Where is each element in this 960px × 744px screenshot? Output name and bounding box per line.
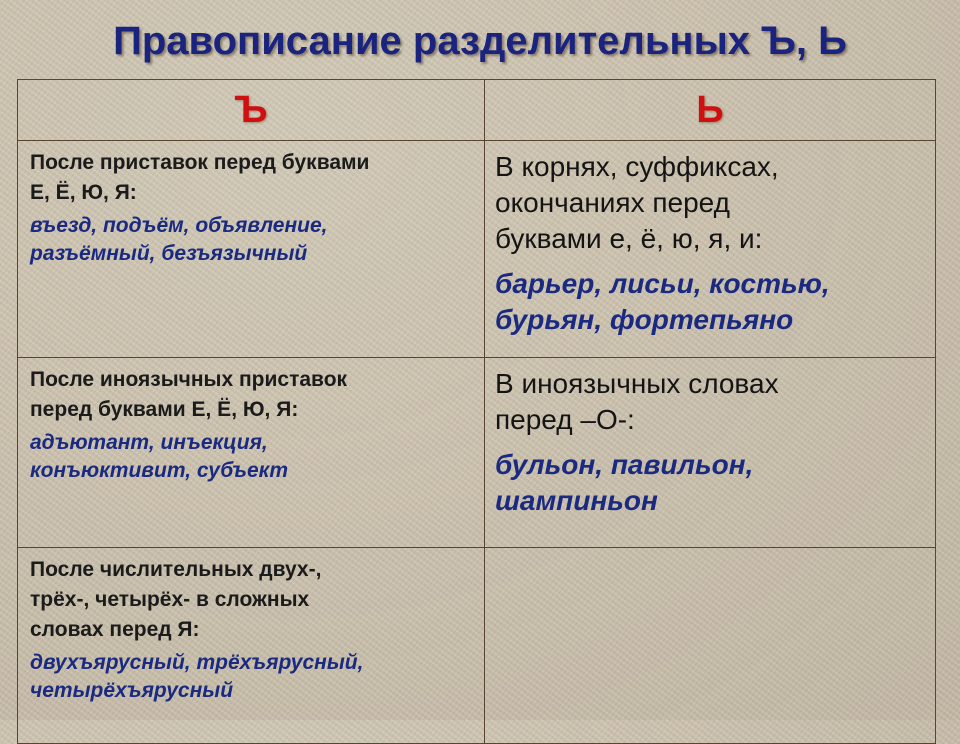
hard-sign-examples: въезд, подъём, объявление, разъёмный, безъязычный: [30, 214, 328, 265]
soft-sign-examples: бульон, павильон, шампиньон: [495, 449, 754, 516]
header-cell-hard-sign: [18, 80, 485, 141]
empty-soft-sign-cell: [485, 548, 936, 744]
table-row: [18, 141, 936, 358]
hard-sign-rule-cell: [18, 141, 485, 358]
header-cell-soft-sign: [485, 80, 936, 141]
hard-sign-examples: адъютант, инъекция, конъюктивит, субъект: [30, 431, 288, 482]
soft-sign-examples: барьер, лисьи, костью, бурьян, фортепьяно: [495, 268, 830, 335]
hard-sign-rule-text: После иноязычных приставок перед буквами Е, Ё, Ю, Я:: [30, 368, 348, 421]
soft-sign-rule-text: В иноязычных словах перед –О-:: [495, 368, 779, 435]
table-row: [18, 358, 936, 548]
hard-sign-rule-text: После приставок перед буквами Е, Ё, Ю, Я:: [30, 151, 370, 204]
header-soft-sign: Ь: [696, 89, 724, 131]
soft-sign-rule-text: В корнях, суффиксах, окончаниях перед буквами е, ё, ю, я, и:: [495, 151, 779, 254]
page-title: Правописание разделительных Ъ, Ь: [113, 19, 847, 63]
soft-sign-rule-cell: [485, 358, 936, 548]
table-row: [18, 548, 936, 744]
spelling-rules-table: [17, 79, 936, 744]
header-hard-sign: Ъ: [234, 89, 268, 131]
hard-sign-examples: двухъярусный, трёхъярусный, четырёхъярусный: [30, 651, 364, 702]
table-header-row: [18, 80, 936, 141]
soft-sign-rule-cell: [485, 141, 936, 358]
hard-sign-rule-cell: [18, 548, 485, 744]
hard-sign-rule-text: После числительных двух-, трёх-, четырёх- в сложных словах перед Я:: [30, 558, 322, 641]
hard-sign-rule-cell: [18, 358, 485, 548]
